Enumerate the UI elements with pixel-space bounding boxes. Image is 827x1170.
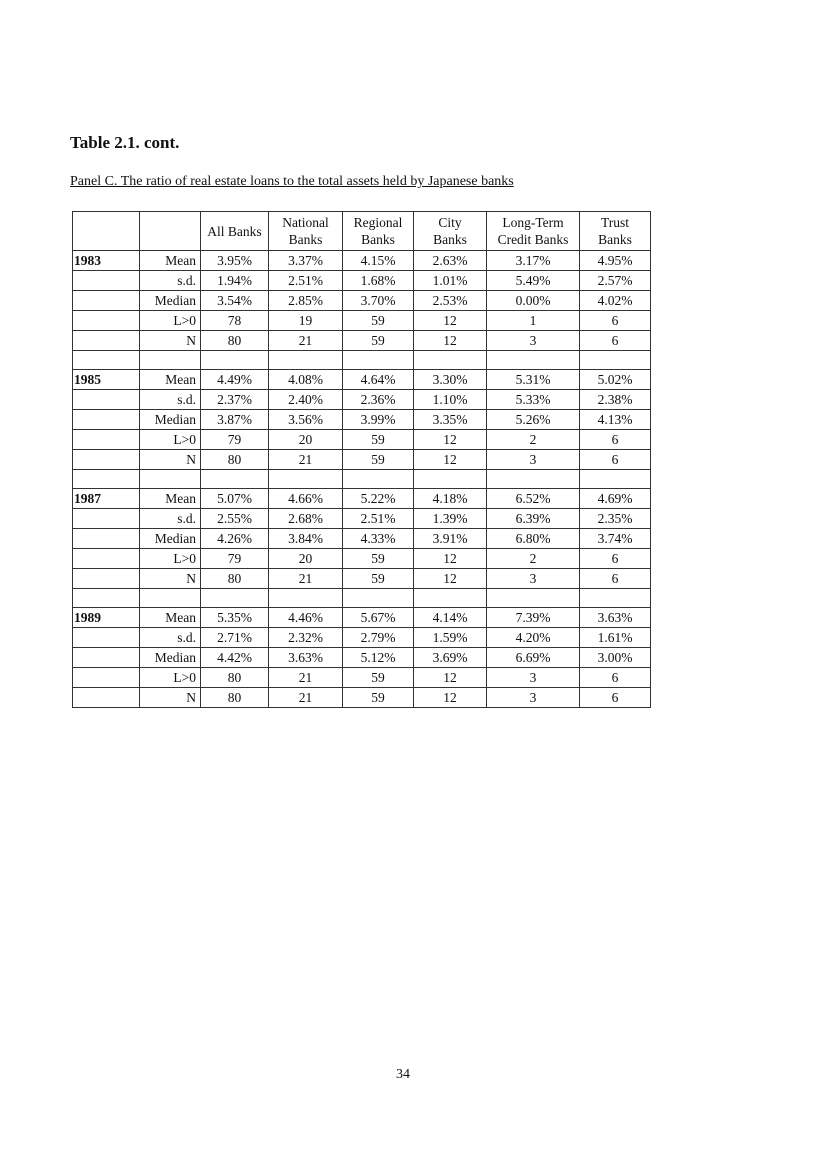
table-row (73, 509, 651, 529)
spacer-cell (73, 351, 140, 370)
col-header-trust-banks (580, 212, 651, 251)
value-cell-all-banks: 2.55% (201, 509, 269, 529)
value-cell-regional-banks: 4.33% (343, 529, 414, 549)
spacer-cell (414, 351, 487, 370)
stat-label-cell: N (140, 688, 201, 708)
stat-label-cell: s.d. (140, 271, 201, 291)
value-cell-city-banks: 3.91% (414, 529, 487, 549)
value-cell-trust-banks: 6 (580, 311, 651, 331)
spacer-row (73, 470, 651, 489)
value-cell-all-banks: 78 (201, 311, 269, 331)
value-cell-long-term-credit-banks: 6.80% (487, 529, 580, 549)
spacer-cell (487, 470, 580, 489)
stat-label-cell: N (140, 450, 201, 470)
value-cell-city-banks: 1.59% (414, 628, 487, 648)
value-cell-regional-banks: 4.15% (343, 251, 414, 271)
value-cell-long-term-credit-banks: 3.17% (487, 251, 580, 271)
value-cell-city-banks: 12 (414, 569, 487, 589)
value-cell-all-banks: 80 (201, 688, 269, 708)
value-cell-city-banks: 12 (414, 311, 487, 331)
spacer-cell (201, 470, 269, 489)
year-cell (73, 291, 140, 311)
value-cell-city-banks: 1.01% (414, 271, 487, 291)
spacer-row (73, 351, 651, 370)
table-row (73, 331, 651, 351)
value-cell-regional-banks: 5.67% (343, 608, 414, 628)
value-cell-regional-banks: 59 (343, 668, 414, 688)
year-cell (73, 529, 140, 549)
col-header-line2: Credit Banks (497, 232, 569, 247)
table-row (73, 549, 651, 569)
value-cell-city-banks: 2.53% (414, 291, 487, 311)
value-cell-trust-banks: 6 (580, 430, 651, 450)
value-cell-long-term-credit-banks: 0.00% (487, 291, 580, 311)
value-cell-all-banks: 80 (201, 569, 269, 589)
value-cell-long-term-credit-banks: 5.31% (487, 370, 580, 390)
table-row (73, 390, 651, 410)
value-cell-city-banks: 4.18% (414, 489, 487, 509)
spacer-cell (343, 589, 414, 608)
value-cell-city-banks: 4.14% (414, 608, 487, 628)
value-cell-all-banks: 79 (201, 549, 269, 569)
spacer-cell (140, 589, 201, 608)
year-cell (73, 509, 140, 529)
value-cell-national-banks: 21 (269, 668, 343, 688)
table-row (73, 569, 651, 589)
year-cell (73, 648, 140, 668)
spacer-cell (580, 470, 651, 489)
value-cell-all-banks: 80 (201, 331, 269, 351)
value-cell-city-banks: 3.69% (414, 648, 487, 668)
value-cell-trust-banks: 6 (580, 331, 651, 351)
table-row (73, 668, 651, 688)
col-header-line2: Banks (361, 232, 395, 247)
value-cell-regional-banks: 2.79% (343, 628, 414, 648)
stat-label-cell: s.d. (140, 509, 201, 529)
value-cell-national-banks: 20 (269, 430, 343, 450)
header-stat-cell (140, 212, 201, 251)
col-header-line2: Banks (433, 232, 467, 247)
year-cell: 1983 (73, 251, 140, 271)
value-cell-long-term-credit-banks: 6.39% (487, 509, 580, 529)
value-cell-long-term-credit-banks: 5.49% (487, 271, 580, 291)
spacer-cell (269, 470, 343, 489)
value-cell-trust-banks: 4.69% (580, 489, 651, 509)
spacer-row (73, 589, 651, 608)
year-cell (73, 549, 140, 569)
value-cell-regional-banks: 59 (343, 688, 414, 708)
value-cell-trust-banks: 1.61% (580, 628, 651, 648)
spacer-cell (269, 589, 343, 608)
year-cell: 1989 (73, 608, 140, 628)
col-header-national-banks (269, 212, 343, 251)
table-row (73, 628, 651, 648)
col-header-line2: Banks (288, 232, 323, 247)
value-cell-national-banks: 3.84% (269, 529, 343, 549)
spacer-cell (580, 589, 651, 608)
col-header-line1: All Banks (207, 223, 262, 239)
value-cell-city-banks: 12 (414, 668, 487, 688)
data-table (72, 211, 651, 708)
spacer-cell (269, 351, 343, 370)
value-cell-national-banks: 2.32% (269, 628, 343, 648)
col-header-line1: City (438, 215, 462, 230)
spacer-cell (140, 351, 201, 370)
value-cell-long-term-credit-banks: 2 (487, 549, 580, 569)
year-cell (73, 311, 140, 331)
table-row (73, 311, 651, 331)
value-cell-city-banks: 12 (414, 549, 487, 569)
value-cell-regional-banks: 3.99% (343, 410, 414, 430)
stat-label-cell: N (140, 569, 201, 589)
value-cell-trust-banks: 2.38% (580, 390, 651, 410)
value-cell-national-banks: 4.46% (269, 608, 343, 628)
table-row (73, 489, 651, 509)
value-cell-long-term-credit-banks: 6.69% (487, 648, 580, 668)
value-cell-all-banks: 5.07% (201, 489, 269, 509)
value-cell-regional-banks: 4.64% (343, 370, 414, 390)
col-header-regional-banks (343, 212, 414, 251)
spacer-cell (201, 589, 269, 608)
value-cell-regional-banks: 1.68% (343, 271, 414, 291)
value-cell-all-banks: 4.49% (201, 370, 269, 390)
year-cell (73, 410, 140, 430)
value-cell-national-banks: 21 (269, 450, 343, 470)
header-year-cell (73, 212, 140, 251)
value-cell-long-term-credit-banks: 5.33% (487, 390, 580, 410)
value-cell-city-banks: 12 (414, 450, 487, 470)
stat-label-cell: Mean (140, 251, 201, 271)
value-cell-trust-banks: 6 (580, 668, 651, 688)
table-row (73, 648, 651, 668)
table-body (73, 251, 651, 708)
stat-label-cell: N (140, 331, 201, 351)
value-cell-national-banks: 21 (269, 569, 343, 589)
year-cell (73, 688, 140, 708)
stat-label-cell: s.d. (140, 628, 201, 648)
table-row (73, 450, 651, 470)
table-row (73, 529, 651, 549)
value-cell-all-banks: 1.94% (201, 271, 269, 291)
value-cell-national-banks: 21 (269, 331, 343, 351)
value-cell-national-banks: 2.85% (269, 291, 343, 311)
value-cell-all-banks: 80 (201, 450, 269, 470)
value-cell-national-banks: 4.08% (269, 370, 343, 390)
year-cell (73, 430, 140, 450)
value-cell-regional-banks: 59 (343, 331, 414, 351)
stat-label-cell: Median (140, 648, 201, 668)
value-cell-national-banks: 3.56% (269, 410, 343, 430)
spacer-cell (201, 351, 269, 370)
value-cell-long-term-credit-banks: 7.39% (487, 608, 580, 628)
value-cell-city-banks: 1.39% (414, 509, 487, 529)
value-cell-trust-banks: 4.02% (580, 291, 651, 311)
value-cell-city-banks: 12 (414, 430, 487, 450)
stat-label-cell: Median (140, 291, 201, 311)
value-cell-long-term-credit-banks: 3 (487, 450, 580, 470)
stat-label-cell: L>0 (140, 668, 201, 688)
value-cell-trust-banks: 2.57% (580, 271, 651, 291)
value-cell-all-banks: 3.54% (201, 291, 269, 311)
value-cell-national-banks: 20 (269, 549, 343, 569)
value-cell-all-banks: 2.37% (201, 390, 269, 410)
spacer-cell (487, 351, 580, 370)
table-row (73, 271, 651, 291)
table-row (73, 688, 651, 708)
stat-label-cell: Mean (140, 608, 201, 628)
stat-label-cell: Mean (140, 370, 201, 390)
value-cell-regional-banks: 59 (343, 569, 414, 589)
stat-label-cell: L>0 (140, 430, 201, 450)
col-header-line2: Banks (598, 232, 632, 247)
col-header-line1: National (282, 215, 329, 230)
stat-label-cell: L>0 (140, 549, 201, 569)
value-cell-city-banks: 2.63% (414, 251, 487, 271)
value-cell-trust-banks: 3.00% (580, 648, 651, 668)
table-row (73, 251, 651, 271)
value-cell-long-term-credit-banks: 3 (487, 688, 580, 708)
value-cell-regional-banks: 3.70% (343, 291, 414, 311)
value-cell-long-term-credit-banks: 3 (487, 569, 580, 589)
value-cell-national-banks: 3.37% (269, 251, 343, 271)
year-cell: 1987 (73, 489, 140, 509)
spacer-cell (73, 589, 140, 608)
col-header-all-banks (201, 212, 269, 251)
stat-label-cell: Median (140, 529, 201, 549)
table-row (73, 291, 651, 311)
value-cell-regional-banks: 2.36% (343, 390, 414, 410)
spacer-cell (487, 589, 580, 608)
spacer-cell (343, 470, 414, 489)
value-cell-all-banks: 80 (201, 668, 269, 688)
spacer-cell (140, 470, 201, 489)
value-cell-all-banks: 3.95% (201, 251, 269, 271)
value-cell-regional-banks: 59 (343, 430, 414, 450)
value-cell-regional-banks: 5.12% (343, 648, 414, 668)
value-cell-all-banks: 5.35% (201, 608, 269, 628)
value-cell-city-banks: 12 (414, 331, 487, 351)
value-cell-city-banks: 3.35% (414, 410, 487, 430)
value-cell-national-banks: 3.63% (269, 648, 343, 668)
spacer-cell (580, 351, 651, 370)
value-cell-all-banks: 79 (201, 430, 269, 450)
value-cell-trust-banks: 5.02% (580, 370, 651, 390)
year-cell (73, 569, 140, 589)
year-cell (73, 668, 140, 688)
year-cell (73, 331, 140, 351)
stat-label-cell: Median (140, 410, 201, 430)
value-cell-city-banks: 12 (414, 688, 487, 708)
value-cell-trust-banks: 6 (580, 549, 651, 569)
value-cell-trust-banks: 6 (580, 450, 651, 470)
table-row (73, 370, 651, 390)
value-cell-regional-banks: 5.22% (343, 489, 414, 509)
value-cell-long-term-credit-banks: 1 (487, 311, 580, 331)
value-cell-all-banks: 4.26% (201, 529, 269, 549)
value-cell-regional-banks: 2.51% (343, 509, 414, 529)
value-cell-trust-banks: 2.35% (580, 509, 651, 529)
header-row (73, 212, 651, 251)
panel-caption: Panel C. The ratio of real estate loans to the total assets held by Japanese banks (70, 174, 514, 189)
value-cell-city-banks: 3.30% (414, 370, 487, 390)
table-title: Table 2.1. cont. (70, 133, 180, 152)
spacer-cell (73, 470, 140, 489)
value-cell-national-banks: 2.51% (269, 271, 343, 291)
value-cell-trust-banks: 4.95% (580, 251, 651, 271)
value-cell-trust-banks: 6 (580, 688, 651, 708)
value-cell-city-banks: 1.10% (414, 390, 487, 410)
value-cell-long-term-credit-banks: 5.26% (487, 410, 580, 430)
col-header-line1: Long-Term (502, 215, 564, 230)
stat-label-cell: L>0 (140, 311, 201, 331)
value-cell-trust-banks: 6 (580, 569, 651, 589)
value-cell-long-term-credit-banks: 6.52% (487, 489, 580, 509)
table-row (73, 410, 651, 430)
value-cell-national-banks: 19 (269, 311, 343, 331)
value-cell-regional-banks: 59 (343, 549, 414, 569)
value-cell-long-term-credit-banks: 3 (487, 331, 580, 351)
value-cell-regional-banks: 59 (343, 311, 414, 331)
value-cell-long-term-credit-banks: 2 (487, 430, 580, 450)
year-cell (73, 271, 140, 291)
col-header-line1: Regional (353, 215, 403, 230)
stat-label-cell: s.d. (140, 390, 201, 410)
year-cell (73, 628, 140, 648)
value-cell-national-banks: 21 (269, 688, 343, 708)
spacer-cell (414, 589, 487, 608)
col-header-city-banks (414, 212, 487, 251)
col-header-long-term-credit-banks (487, 212, 580, 251)
value-cell-trust-banks: 3.63% (580, 608, 651, 628)
stat-label-cell: Mean (140, 489, 201, 509)
value-cell-all-banks: 2.71% (201, 628, 269, 648)
col-header-line1: Trust (600, 215, 630, 230)
spacer-cell (343, 351, 414, 370)
value-cell-national-banks: 2.68% (269, 509, 343, 529)
value-cell-trust-banks: 4.13% (580, 410, 651, 430)
year-cell (73, 390, 140, 410)
value-cell-all-banks: 4.42% (201, 648, 269, 668)
value-cell-long-term-credit-banks: 3 (487, 668, 580, 688)
value-cell-regional-banks: 59 (343, 450, 414, 470)
spacer-cell (414, 470, 487, 489)
year-cell: 1985 (73, 370, 140, 390)
table-row (73, 608, 651, 628)
page-number: 34 (396, 1067, 410, 1082)
value-cell-long-term-credit-banks: 4.20% (487, 628, 580, 648)
table-row (73, 430, 651, 450)
value-cell-national-banks: 4.66% (269, 489, 343, 509)
value-cell-trust-banks: 3.74% (580, 529, 651, 549)
value-cell-national-banks: 2.40% (269, 390, 343, 410)
year-cell (73, 450, 140, 470)
value-cell-all-banks: 3.87% (201, 410, 269, 430)
